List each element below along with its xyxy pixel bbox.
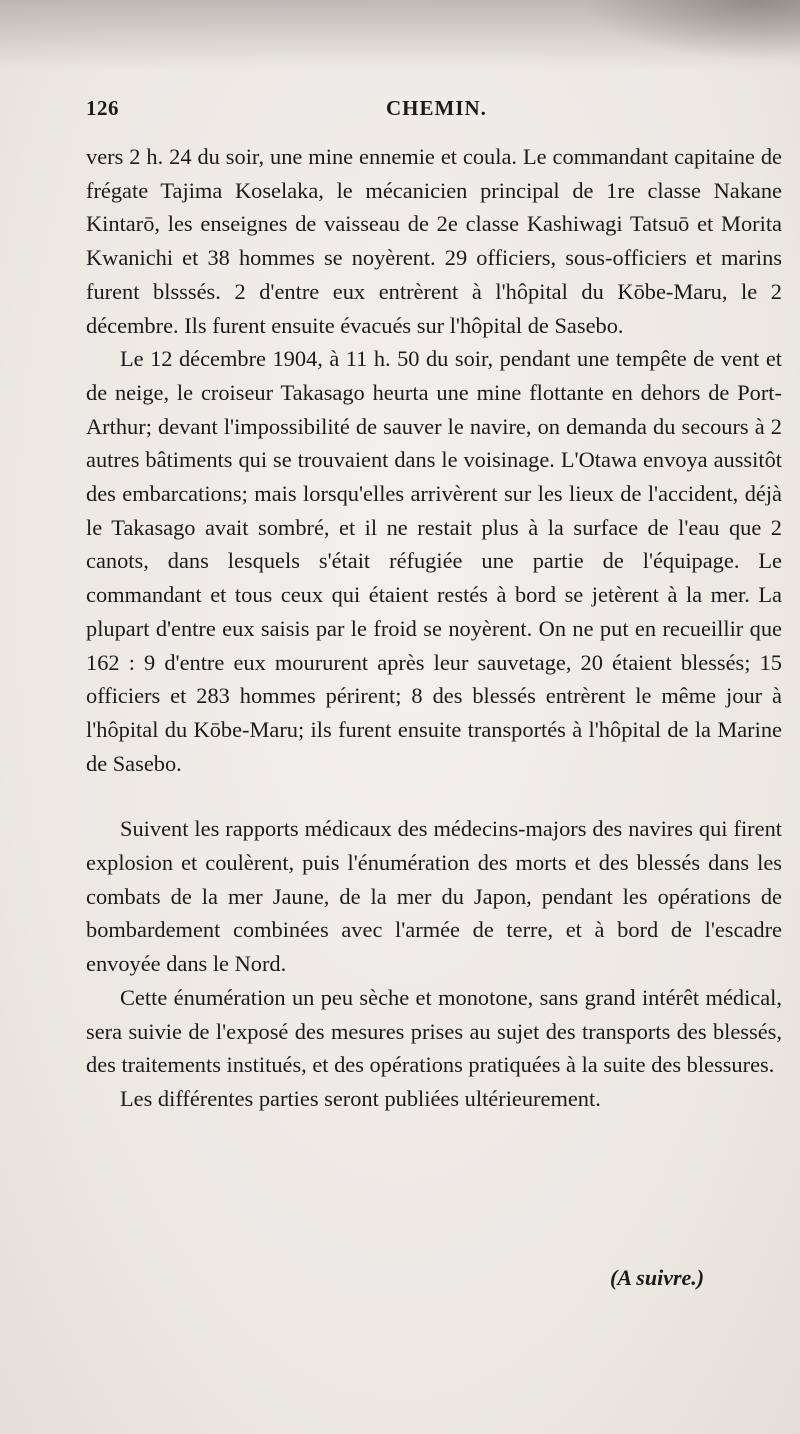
paragraph-1: vers 2 h. 24 du soir, une mine ennemie et coula. Le commandant capitaine de frégate Tajima Koselaka, le mécanicien principal de 1re classe Nakane Kintarō, les enseignes de vaisseau de 2e classe Kashiwagi Tatsuō et Morita Kwanichi et 38 hommes se noyèrent. 29 officiers, sous-officiers et marins furent blsssés. 2 d'entre eux entrèrent à l'hôpital du Kōbe-Maru, le 2 décembre. Ils furent ensuite évacués sur l'hôpital de Sasebo.: [86, 144, 782, 338]
page-number: 126: [86, 96, 119, 120]
paragraph-2: Le 12 décembre 1904, à 11 h. 50 du soir, pendant une tempête de vent et de neige, le croiseur Takasago heurta une mine flottante en dehors de Port-Arthur; devant l'impossibilité de sauver le navire, on demanda du secours à 2 autres bâtiments qui se trouvaient dans le voisinage. L'Otawa envoya aussitôt des embarcations; mais lorsqu'elles arrivèrent sur les lieux de l'accident, déjà le Takasago avait sombré, et il ne restait plus à la surface de l'eau que 2 canots, dans lesquels s'était réfugiée une partie de l'équipage. Le commandant et tous ceux qui étaient restés à bord se jetèrent à la mer. La plupart d'entre eux saisis par le froid se noyèrent. On ne put en recueillir que 162 : 9 d'entre eux moururent après leur sauvetage, 20 étaient blessés; 15 officiers et 283 hommes périrent; 8 des blessés entrèrent le même jour à l'hôpital du Kōbe-Maru; ils furent ensuite transportés à l'hôpital de la Marine de Sasebo.: [86, 346, 782, 776]
paragraph-4: Cette énumération un peu sèche et monotone, sans grand intérêt médical, sera suivie de l'exposé des mesures prises au sujet des transports des blessés, des traitements institués, et des opérations pratiquées à la suite des blessures.: [86, 984, 782, 1078]
scan-shadow-corner: [580, 0, 800, 60]
page-header: [86, 96, 726, 128]
body-text: [86, 140, 782, 1116]
paragraph-5: Les différentes parties seront publiées ultérieurement.: [120, 1085, 601, 1111]
paragraph-gap: [86, 780, 782, 812]
paragraph-3: Suivent les rapports médicaux des médecins-majors des navires qui firent explosion et coulèrent, puis l'énumération des morts et des blessés dans les combats de la mer Jaune, de la mer du Japon, pendant les opérations de bombardement combinées avec l'armée de terre, et à bord de l'escadre envoyée dans le Nord.: [86, 816, 782, 977]
continuation-note: (A suivre.): [610, 1265, 705, 1290]
running-head: CHEMIN.: [386, 96, 487, 120]
